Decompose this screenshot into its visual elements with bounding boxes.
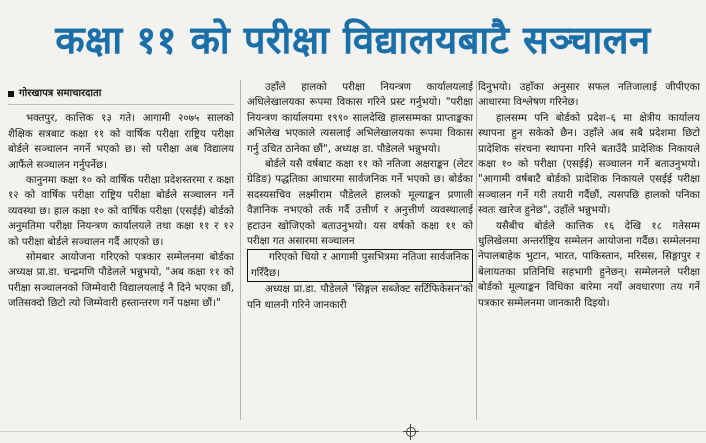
paragraph: उहाँले हालको परीक्षा नियन्त्रण कार्यालयलाई अधिलेखालयका रूपमा विकास गरिने प्रस्ट गर्नुभयो। "परीक्षा नियन्त्रण कार्यालयमा १९९० सालदेखि हालसम्मका प्राप्ताङ्कका अभिलेख भएकाले त्यसलाई अभिलेखालयका रूपमा विकास गर्नु उचित ठानेका छौं", अध्यक्ष डा. पौडेलले भन्नुभयो। bbox=[247, 82, 473, 155]
byline bbox=[8, 86, 234, 105]
byline-text: गोरखापत्र समाचारदाता bbox=[19, 88, 102, 99]
paragraph: अध्यक्ष प्रा.डा. पौडेलले 'सिङ्गल सब्जेक्ट सर्टिफिकेसन'को पनि थालनी गरिने जानकारी bbox=[247, 284, 473, 311]
paragraph: भक्तपुर, कात्तिक १३ गते। आगामी २०७५ सालको शैक्षिक सत्रबाट कक्षा ११ को वार्षिक परीक्षा राष्ट्रिय परीक्षा बोर्डले सञ्चालन नगर्ने भएको छ। सो परीक्षा अब विद्यालय आफैंले सञ्चालन गर्नुपर्नेछ। bbox=[8, 113, 234, 171]
column-divider bbox=[240, 80, 241, 420]
paragraph: सोमबार आयोजना गरिएको पत्रकार सम्मेलनमा बोर्डका अध्यक्ष प्रा.डा. चन्द्रमणि पौडेलले भन्नुभयो, "अब कक्षा ११ को परीक्षा सञ्चालनको जिम्मेवारी विद्यालयलाई नै दिने भएका छौं, जतिसक्दो छिटो त्यो जिम्मेवारी हस्तान्तरण गर्ने पक्षमा छौं।" bbox=[8, 252, 234, 310]
paragraph: दिनुभयो। उहाँका अनुसार सफल नतिजालाई जीपीएका आधारमा विश्लेषण गरिनेछ। bbox=[478, 82, 700, 109]
registration-mark-icon bbox=[403, 424, 419, 440]
paragraph: यसैबीच बोर्डले कात्तिक १६ देखि १८ गतेसम्म धुलिखेलमा अन्तर्राष्ट्रिय सम्मेलन आयोजना गर्दैछ। सम्मेलनमा नेपालबाहेक भुटान, भारत, पाकिस्तान, मरिसस, सिङ्गापुर र बेलायतका प्रतिनिधि सहभागी हुनेछन्। सम्मेलनले परीक्षा बोर्डको मूल्याङ्कन विधिका बारेमा नयाँ अवधारणा तय गर्ने पत्रकार सम्मेलनमा जानकारी दिइयो। bbox=[478, 220, 700, 309]
square-bullet-icon bbox=[8, 91, 14, 97]
page-bottom-rule bbox=[0, 431, 706, 432]
column-3 bbox=[478, 80, 700, 400]
paragraph: बोर्डले यसै वर्षबाट कक्षा ११ को नतिजा अक्षराङ्कन (लेटर ग्रेडिङ) पद्धतिका आधारमा सार्वजनिक गर्ने भएको छ। बोर्डका सदस्यसचिव लक्ष्मीराम पौडेलले हालको मूल्याङ्कन प्रणाली वैज्ञानिक नभएको तर्क गर्दै उत्तीर्ण र अनुत्तीर्ण व्यवस्थालाई हटाउन खोजिएको बताउनुभयो। यस वर्षको कक्षा ११ को परीक्षा गत असारमा सञ्चालन bbox=[247, 159, 473, 248]
headline-area bbox=[0, 0, 706, 78]
highlighted-paragraph: गरिएको थियो र आगामी पुसभित्रमा नतिजा सार्वजनिक गरिँदैछ। bbox=[247, 249, 473, 282]
headline: कक्षा ११ को परीक्षा विद्यालयबाटै सञ्चालन bbox=[55, 18, 651, 62]
column-2 bbox=[247, 80, 473, 425]
column-1 bbox=[8, 80, 234, 420]
paragraph: हालसम्म पनि बोर्डको प्रदेश–६ मा क्षेत्रीय कार्यालय स्थापना हुन सकेको छैन। उहाँले अब सबै प्रदेशमा छिटो प्रादेशिक संरचना स्थापना गरिने बताउँदै प्रादेशिक निकायले कक्षा १० को परीक्षा (एसईई) सञ्चालन गर्ने बताउनुभयो। "आगामी वर्षबाटै बोर्डको प्रादेशिक निकायले एसईई परीक्षा सञ्चालन गर्ने गरी तयारी गर्दैछौं, त्यसपछि हालको पनिका स्वतः खारेज हुनेछ", उहाँले भन्नुभयो। bbox=[478, 112, 700, 217]
paragraph: कानुनमा कक्षा १० को वार्षिक परीक्षा प्रदेशस्तरमा र कक्षा १२ को वार्षिक परीक्षा राष्ट्रिय परीक्षा बोर्डले सञ्चालन गर्ने व्यवस्था छ। हाल कक्षा १० को वार्षिक परीक्षा (एसईई) बोर्डको अनुमतिमा परीक्षा नियन्त्रण कार्यालयले तथा कक्षा ११ र १२ को परीक्षा बोर्डले सञ्चालन गर्दै आएको छ। bbox=[8, 175, 234, 248]
column-divider bbox=[476, 80, 477, 420]
